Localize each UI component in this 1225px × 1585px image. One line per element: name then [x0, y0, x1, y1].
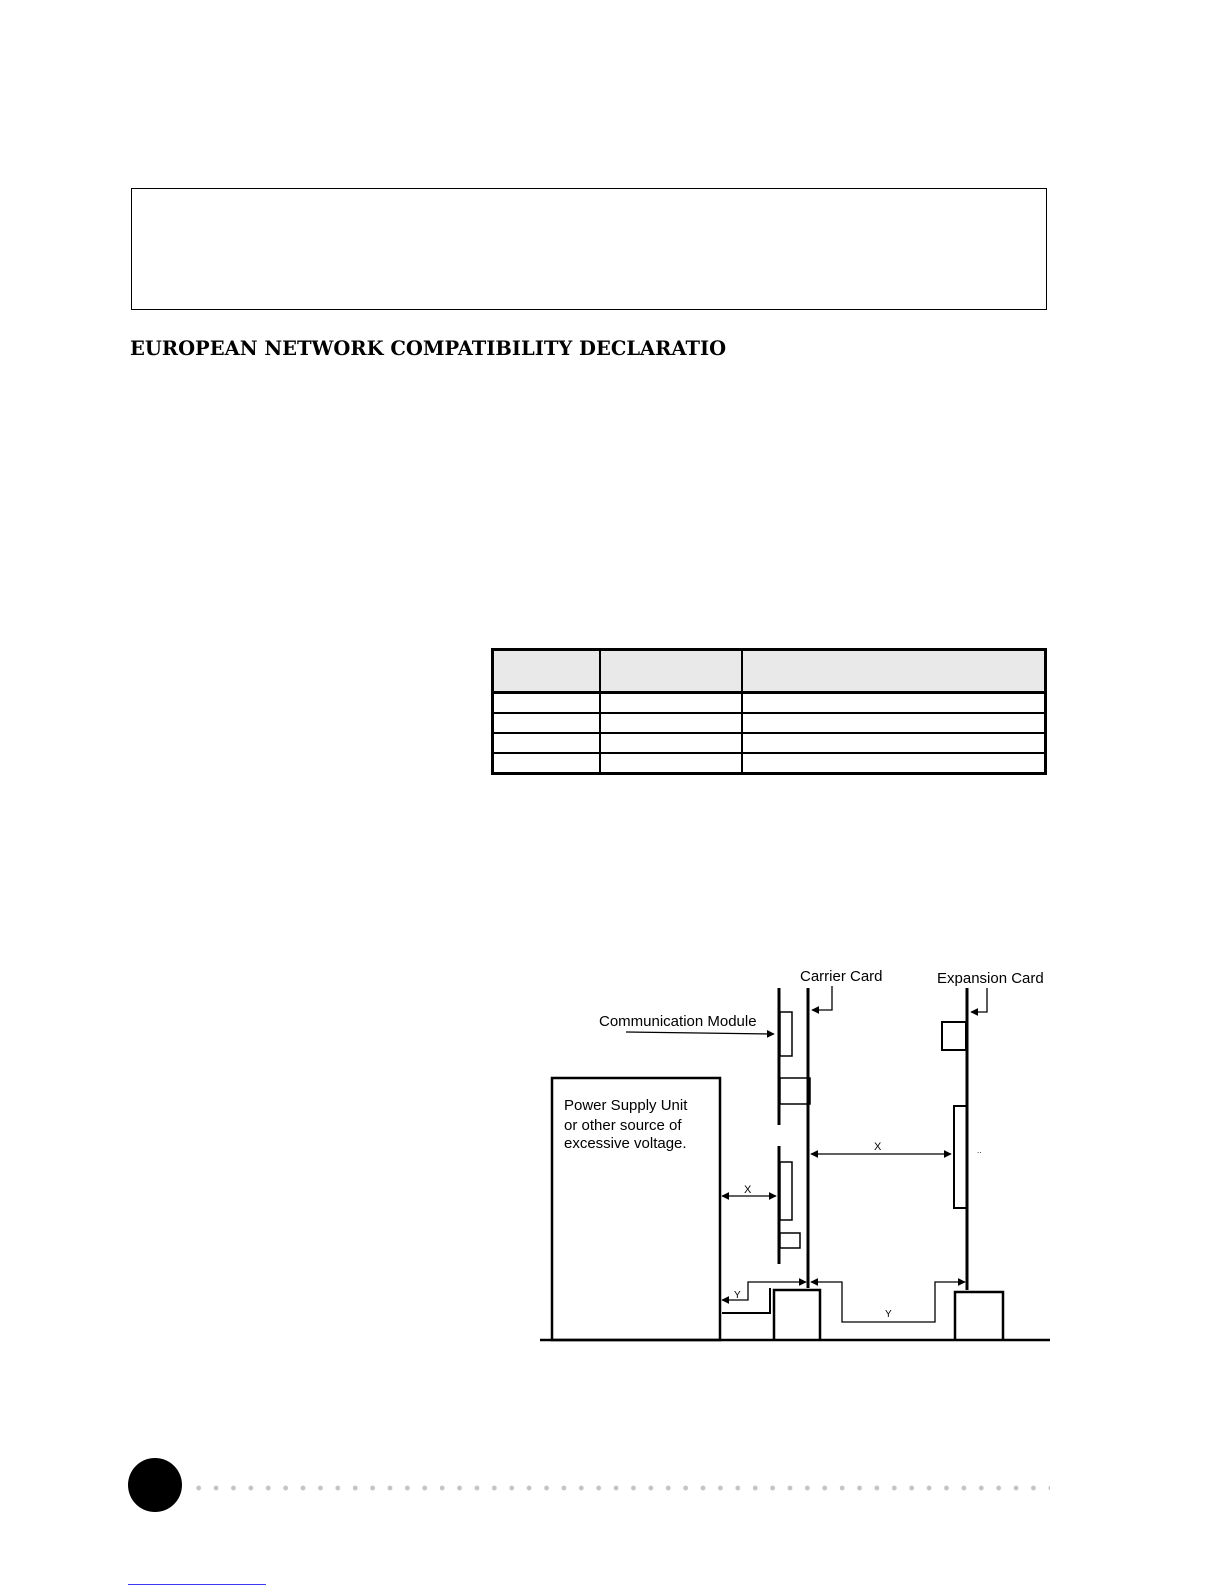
table-cell	[742, 733, 1046, 753]
dotted-rule	[190, 1485, 1050, 1491]
communication-module-label: Communication Module	[599, 1013, 757, 1030]
table-cell	[493, 733, 600, 753]
table-row	[493, 693, 1046, 714]
module-chip-upper	[780, 1012, 792, 1056]
expansion-card-leader	[971, 988, 987, 1012]
clearance-diagram	[530, 950, 1055, 1350]
table-header-row	[493, 650, 1046, 693]
x-label-psu: X	[744, 1184, 752, 1196]
expansion-card-slot	[955, 1292, 1003, 1340]
table-cell	[493, 693, 600, 714]
module-connector	[780, 1078, 810, 1104]
expansion-card-label: Expansion Card	[937, 970, 1044, 987]
carrier-card-slot	[774, 1290, 820, 1340]
carrier-card-leader	[812, 986, 832, 1010]
section-heading: EUROPEAN NETWORK COMPATIBILITY DECLARATIO	[130, 337, 727, 360]
carrier-card-label: Carrier Card	[800, 968, 883, 985]
expansion-chip-mid	[954, 1106, 967, 1208]
y-label-psu: Y	[734, 1290, 741, 1301]
y-label-cards: Y	[885, 1309, 892, 1320]
page-number-marker	[128, 1458, 182, 1512]
spec-table	[491, 648, 1047, 775]
notice-box	[131, 188, 1047, 310]
table-cell	[493, 713, 600, 733]
communication-module-leader	[626, 1032, 774, 1034]
table-cell	[742, 753, 1046, 774]
x-label-cards: X	[874, 1141, 882, 1153]
table-header-cell	[600, 650, 742, 693]
expansion-chip-top	[942, 1022, 966, 1050]
module-chip-lower	[780, 1162, 792, 1220]
table-row	[493, 733, 1046, 753]
table-cell	[600, 733, 742, 753]
table-cell	[742, 713, 1046, 733]
table-row	[493, 753, 1046, 774]
table-row	[493, 713, 1046, 733]
diagram-dots: ..	[977, 1146, 982, 1155]
psu-label-line-1: Power Supply Unit	[564, 1097, 688, 1114]
table-cell	[493, 753, 600, 774]
psu-label-line-2: or other source of	[564, 1117, 682, 1134]
psu-label-line-3: excessive voltage.	[564, 1135, 687, 1152]
table-header-cell	[742, 650, 1046, 693]
module-chip-small	[780, 1233, 800, 1248]
table-cell	[600, 713, 742, 733]
table-cell	[742, 693, 1046, 714]
table-cell	[600, 753, 742, 774]
table-cell	[600, 693, 742, 714]
table-header-cell	[493, 650, 600, 693]
